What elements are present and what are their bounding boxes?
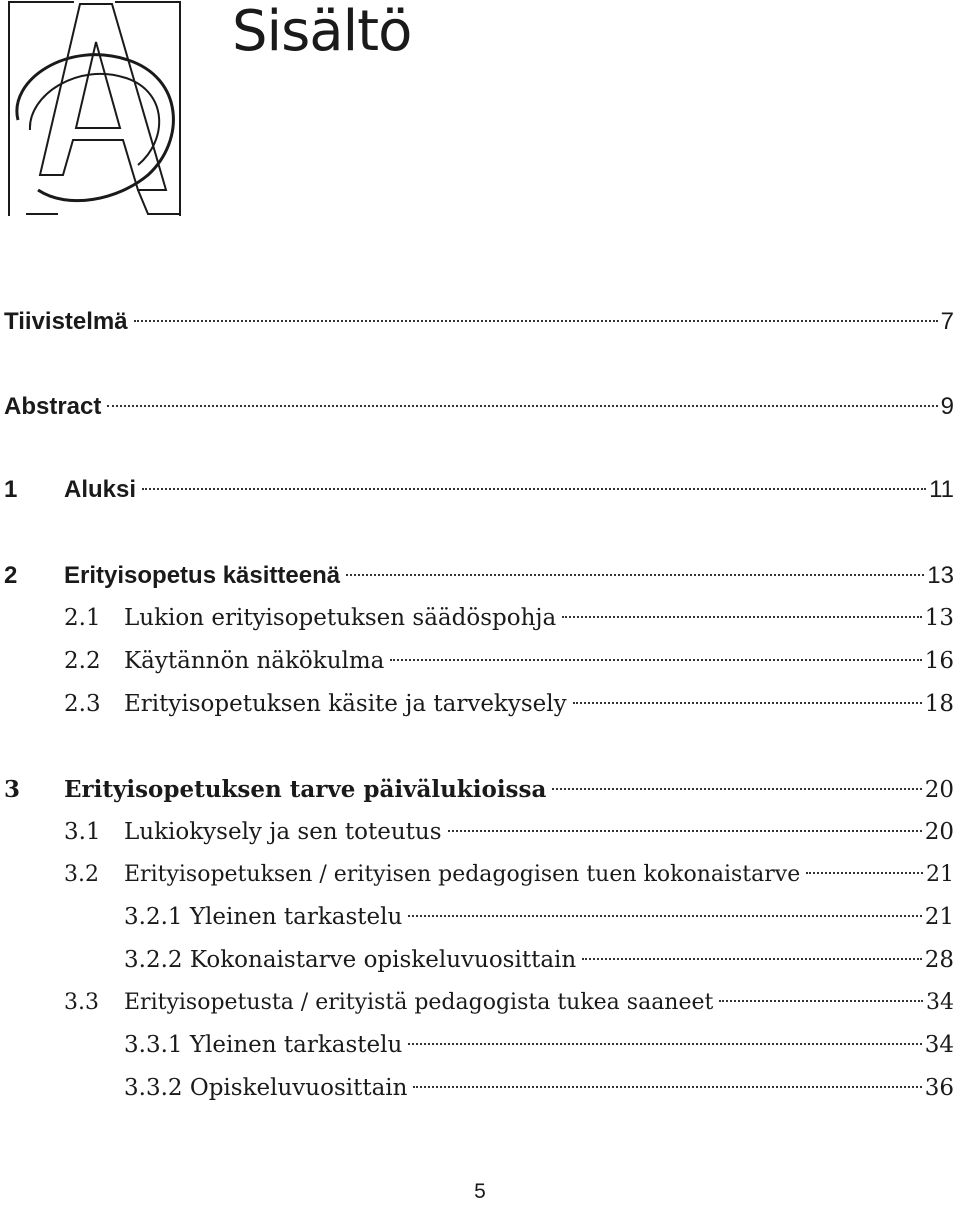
toc-page: 28 <box>924 947 954 973</box>
dot-leader <box>552 788 921 790</box>
toc-number: 2.2 <box>64 648 101 674</box>
toc-page: 13 <box>924 605 954 631</box>
toc-label: 3.2.1 Yleinen tarkastelu <box>124 904 403 930</box>
toc-entry-2-3[interactable] <box>0 684 960 724</box>
dot-leader <box>408 1043 921 1045</box>
toc-entry-3-1[interactable] <box>0 812 960 852</box>
toc-entry-2[interactable] <box>0 556 960 596</box>
toc-entry-tiivistelma[interactable] <box>0 302 960 342</box>
toc-page: 34 <box>926 990 954 1015</box>
page-title: Sisältö <box>232 0 412 64</box>
toc-label: Erityisopetuksen / erityisen pedagogisen tuen kokonaistarve <box>124 862 801 887</box>
toc-number: 2 <box>4 562 18 589</box>
toc-page: 34 <box>924 1032 954 1058</box>
dot-leader <box>573 702 922 704</box>
toc-label: Lukiokysely ja sen toteutus <box>124 819 442 845</box>
toc-entry-3-2-2[interactable] <box>0 940 960 980</box>
toc-page: 7 <box>940 308 954 335</box>
toc-entry-abstract[interactable] <box>0 387 960 427</box>
toc-page: 20 <box>924 819 954 845</box>
toc-label: Erityisopetusta / erityistä pedagogista tukea saaneet <box>124 990 714 1015</box>
toc-label: Erityisopetuksen käsite ja tarvekysely <box>124 691 567 717</box>
toc-label: 3.2.2 Kokonaistarve opiskeluvuosittain <box>124 947 577 973</box>
dot-leader <box>562 616 921 618</box>
dot-leader <box>134 320 938 322</box>
toc-entry-3-2[interactable] <box>0 855 960 895</box>
dot-leader <box>413 1086 921 1088</box>
toc-page: 21 <box>926 862 954 887</box>
page-number: 5 <box>474 1180 486 1203</box>
toc-label: Käytännön näkökulma <box>124 648 385 674</box>
dot-leader <box>142 488 926 490</box>
toc-number: 3.1 <box>64 819 101 845</box>
toc-number: 2.1 <box>64 605 101 631</box>
toc-number: 1 <box>4 476 18 503</box>
toc-label: Abstract <box>4 393 102 420</box>
dot-leader <box>448 830 922 832</box>
dot-leader <box>408 915 921 917</box>
toc-label: Aluksi <box>64 476 137 503</box>
toc-entry-1[interactable] <box>0 470 960 510</box>
toc-label: Tiivistelmä <box>4 308 128 335</box>
toc-entry-3[interactable] <box>0 770 960 810</box>
toc-number: 3.3 <box>64 990 99 1015</box>
toc-page: 11 <box>929 476 954 503</box>
toc-entry-2-2[interactable] <box>0 641 960 681</box>
dot-leader <box>719 1000 923 1002</box>
toc-page: 16 <box>924 648 954 674</box>
toc-page: 21 <box>924 904 954 930</box>
dot-leader <box>806 872 923 874</box>
dot-leader <box>582 958 922 960</box>
toc-entry-3-3-2[interactable] <box>0 1068 960 1108</box>
toc-entry-3-2-1[interactable] <box>0 897 960 937</box>
toc-label: Erityisopetus käsitteenä <box>64 562 341 589</box>
toc-entry-3-3[interactable] <box>0 983 960 1023</box>
dot-leader <box>346 574 924 576</box>
toc-page: 36 <box>924 1075 954 1101</box>
toc-label: 3.3.1 Yleinen tarkastelu <box>124 1032 403 1058</box>
logo-icon <box>8 0 183 218</box>
toc-entry-3-3-1[interactable] <box>0 1025 960 1065</box>
toc-entry-2-1[interactable] <box>0 598 960 638</box>
toc-page: 13 <box>927 562 954 589</box>
toc-label: Lukion erityisopetuksen säädöspohja <box>124 605 557 631</box>
toc-page: 9 <box>940 393 954 420</box>
dot-leader <box>390 659 921 661</box>
toc-number: 3.2 <box>64 862 99 887</box>
toc-page: 20 <box>924 777 954 803</box>
toc-number: 3 <box>4 776 21 803</box>
toc-page: 18 <box>924 691 954 717</box>
dot-leader <box>107 405 937 407</box>
toc-number: 2.3 <box>64 691 101 717</box>
toc-label: 3.3.2 Opiskeluvuosittain <box>124 1075 408 1101</box>
toc-label: Erityisopetuksen tarve päivälukioissa <box>64 776 547 803</box>
